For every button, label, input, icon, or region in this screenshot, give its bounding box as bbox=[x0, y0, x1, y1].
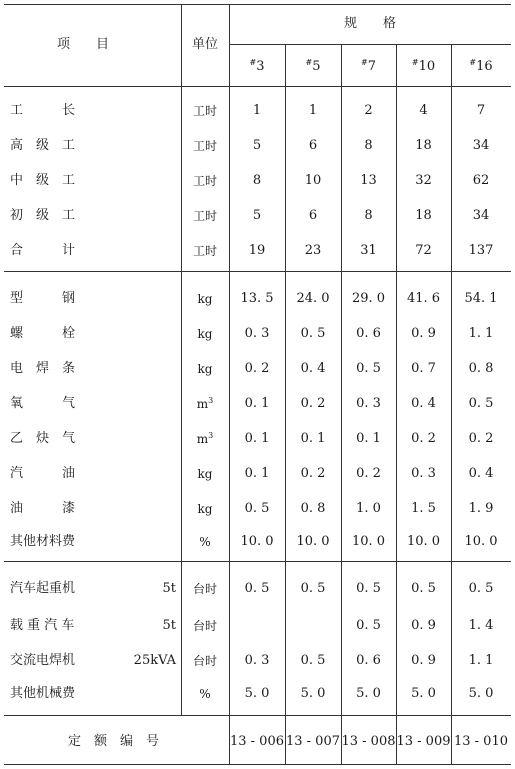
quota-code: 13 - 006 bbox=[229, 734, 284, 749]
labor-row-unit: 工时 bbox=[192, 174, 217, 188]
spec-mark: # bbox=[469, 58, 477, 67]
labor-row-value: 6 bbox=[308, 138, 318, 153]
materials-row-unit: % bbox=[199, 535, 211, 549]
labor-row-value: 72 bbox=[415, 243, 432, 258]
materials-row-unit: kg bbox=[197, 362, 213, 376]
labor-row-value: 8 bbox=[252, 173, 262, 188]
materials-row-value: 0. 1 bbox=[300, 431, 326, 446]
machinery-bottom-rule bbox=[4, 715, 511, 716]
header-spec: 规 格 bbox=[343, 16, 396, 31]
machinery-row-value: 0. 9 bbox=[411, 653, 436, 668]
labor-row-value: 5 bbox=[252, 138, 262, 153]
unit-base: m bbox=[196, 397, 209, 411]
materials-row-value: 29. 0 bbox=[351, 291, 386, 306]
materials-row-unit: kg bbox=[197, 292, 213, 306]
machinery-row-value: 0. 5 bbox=[411, 581, 436, 596]
materials-row-value: 0. 1 bbox=[244, 396, 270, 411]
labor-row-value: 10 bbox=[304, 173, 322, 188]
labor-row-value: 2 bbox=[364, 103, 373, 118]
header-bottom-rule bbox=[4, 86, 511, 87]
materials-row-name: 乙 炔 气 bbox=[10, 431, 76, 446]
materials-row-value: 0. 2 bbox=[468, 431, 494, 446]
spec-mark: # bbox=[305, 58, 313, 67]
machinery-row-value: 0. 5 bbox=[300, 581, 326, 596]
machinery-row-value: 5. 0 bbox=[244, 686, 270, 701]
materials-row-unit: kg bbox=[197, 467, 213, 481]
labor-row-value: 34 bbox=[472, 208, 490, 223]
materials-row-value: 0. 4 bbox=[300, 361, 326, 376]
machinery-row-value: 0. 5 bbox=[244, 581, 270, 596]
labor-row-value: 34 bbox=[472, 138, 490, 153]
labor-row-unit: 工时 bbox=[192, 209, 217, 223]
materials-row-unit bbox=[181, 431, 229, 447]
labor-row-value: 8 bbox=[364, 138, 373, 153]
unit-base: m bbox=[196, 432, 209, 446]
machinery-row-value: 5. 0 bbox=[300, 686, 326, 701]
materials-row-value: 0. 9 bbox=[411, 326, 436, 341]
labor-row-name: 合 计 bbox=[10, 243, 76, 258]
labor-row-value: 19 bbox=[248, 243, 266, 258]
machinery-row-value: 0. 9 bbox=[411, 618, 436, 633]
labor-row-value: 1 bbox=[308, 103, 318, 118]
materials-row-name: 电 焊 条 bbox=[10, 361, 76, 376]
spec-header-4 bbox=[451, 59, 511, 75]
labor-row-name: 工 长 bbox=[10, 103, 76, 118]
quota-code: 13 - 008 bbox=[341, 734, 396, 749]
materials-row-value: 10. 0 bbox=[240, 534, 274, 549]
labor-row-value: 18 bbox=[415, 208, 432, 223]
machinery-row-spec: 5t bbox=[162, 618, 176, 633]
materials-row-value: 0. 8 bbox=[300, 501, 326, 516]
machinery-row-value: 5. 0 bbox=[356, 686, 381, 701]
machinery-row-value: 0. 5 bbox=[356, 581, 381, 596]
spec-number: 7 bbox=[367, 59, 376, 74]
materials-row-value: 0. 5 bbox=[300, 326, 326, 341]
materials-row-name: 型 钢 bbox=[10, 291, 76, 306]
materials-row-value: 10. 0 bbox=[406, 534, 441, 549]
labor-row-name: 中 级 工 bbox=[10, 173, 76, 188]
labor-row-value: 137 bbox=[468, 243, 494, 258]
spec-mark: # bbox=[249, 58, 257, 67]
materials-row-value: 0. 1 bbox=[244, 466, 270, 481]
materials-row-unit: kg bbox=[197, 327, 213, 341]
labor-row-unit: 工时 bbox=[192, 104, 217, 118]
labor-row-value: 32 bbox=[415, 173, 432, 188]
materials-row-value: 0. 8 bbox=[468, 361, 494, 376]
materials-row-name: 汽 油 bbox=[10, 466, 76, 481]
machinery-row-value: 0. 6 bbox=[356, 653, 381, 668]
materials-bottom-rule bbox=[4, 561, 511, 562]
materials-row-value: 10. 0 bbox=[296, 534, 330, 549]
materials-row-value: 10. 0 bbox=[464, 534, 498, 549]
materials-row-value: 13. 5 bbox=[240, 291, 274, 306]
materials-row-value: 0. 3 bbox=[356, 396, 381, 411]
machinery-row-name: 汽车起重机 bbox=[10, 581, 76, 596]
materials-row-value: 0. 2 bbox=[300, 466, 326, 481]
machinery-row-value: 1. 1 bbox=[468, 653, 494, 668]
materials-row-unit: kg bbox=[197, 502, 213, 516]
materials-row-value: 0. 5 bbox=[244, 501, 270, 516]
labor-row-value: 6 bbox=[308, 208, 318, 223]
labor-row-unit: 工时 bbox=[192, 244, 217, 258]
materials-row-value: 0. 3 bbox=[411, 466, 436, 481]
machinery-row-value: 0. 5 bbox=[468, 581, 494, 596]
materials-row-value: 0. 1 bbox=[244, 431, 270, 446]
unit-exponent: 3 bbox=[208, 431, 214, 440]
machinery-row-value: 1. 4 bbox=[468, 618, 494, 633]
materials-row-value: 1. 9 bbox=[468, 501, 494, 516]
materials-row-value: 0. 2 bbox=[411, 431, 436, 446]
materials-row-name: 螺 栓 bbox=[10, 326, 76, 341]
machinery-row-name: 其他机械费 bbox=[10, 686, 76, 701]
labor-row-value: 7 bbox=[476, 103, 486, 118]
machinery-row-name: 交流电焊机 bbox=[10, 653, 76, 668]
footer-label: 定 额 编 号 bbox=[68, 734, 160, 749]
materials-row-value: 0. 3 bbox=[244, 326, 270, 341]
materials-row-name: 油 漆 bbox=[10, 501, 76, 516]
labor-row-value: 23 bbox=[304, 243, 322, 258]
labor-row-name: 高 级 工 bbox=[10, 138, 76, 153]
labor-row-unit: 工时 bbox=[192, 139, 217, 153]
quota-code: 13 - 009 bbox=[396, 734, 451, 749]
materials-row-value: 0. 4 bbox=[411, 396, 436, 411]
machinery-row-value: 0. 5 bbox=[356, 618, 381, 633]
materials-row-value: 0. 2 bbox=[356, 466, 381, 481]
header-unit: 单位 bbox=[191, 37, 218, 52]
labor-row-value: 4 bbox=[419, 103, 428, 118]
spec-header-2 bbox=[341, 59, 396, 75]
materials-row-name: 其他材料费 bbox=[10, 534, 76, 549]
spec-mark: # bbox=[361, 58, 368, 67]
quota-code: 13 - 010 bbox=[453, 734, 508, 749]
materials-row-value: 54. 1 bbox=[464, 291, 498, 306]
machinery-row-unit: 台时 bbox=[192, 619, 217, 633]
unit-exponent: 3 bbox=[208, 396, 214, 405]
machinery-row-spec: 25kVA bbox=[133, 653, 176, 668]
machinery-row-name: 载 重 汽 车 bbox=[10, 618, 75, 633]
machinery-row-value: 0. 5 bbox=[300, 653, 326, 668]
materials-row-value: 0. 7 bbox=[411, 361, 436, 376]
materials-row-value: 10. 0 bbox=[351, 534, 386, 549]
spec-number: 3 bbox=[256, 59, 265, 74]
labor-row-value: 8 bbox=[364, 208, 373, 223]
materials-row-value: 0. 2 bbox=[300, 396, 326, 411]
table-bottom-rule bbox=[4, 764, 511, 765]
materials-row-value: 0. 5 bbox=[356, 361, 381, 376]
spec-header-1 bbox=[285, 59, 341, 75]
labor-row-value: 13 bbox=[360, 173, 377, 188]
materials-row-unit bbox=[181, 396, 229, 412]
machinery-row-unit: % bbox=[199, 687, 211, 701]
labor-row-value: 31 bbox=[360, 243, 377, 258]
materials-row-value: 1. 5 bbox=[411, 501, 436, 516]
materials-row-value: 0. 2 bbox=[244, 361, 270, 376]
spec-mark: # bbox=[411, 58, 419, 67]
machinery-row-value: 5. 0 bbox=[468, 686, 494, 701]
labor-row-value: 5 bbox=[252, 208, 262, 223]
spec-number: 5 bbox=[312, 59, 321, 74]
machinery-row-unit: 台时 bbox=[192, 654, 217, 668]
labor-row-value: 18 bbox=[415, 138, 432, 153]
materials-row-value: 0. 5 bbox=[468, 396, 494, 411]
materials-row-value: 0. 6 bbox=[356, 326, 381, 341]
spec-number: 10 bbox=[418, 59, 436, 74]
labor-row-value: 62 bbox=[472, 173, 490, 188]
materials-row-name: 氧 气 bbox=[10, 396, 76, 411]
machinery-row-unit: 台时 bbox=[192, 582, 217, 596]
header-item: 项 目 bbox=[57, 37, 110, 52]
materials-row-value: 0. 4 bbox=[468, 466, 494, 481]
materials-row-value: 1. 0 bbox=[356, 501, 381, 516]
materials-row-value: 41. 6 bbox=[406, 291, 441, 306]
quota-code: 13 - 007 bbox=[285, 734, 340, 749]
table-top-rule bbox=[4, 4, 511, 5]
labor-row-value: 1 bbox=[252, 103, 262, 118]
machinery-row-spec: 5t bbox=[162, 581, 176, 596]
labor-row-name: 初 级 工 bbox=[10, 208, 76, 223]
labor-bottom-rule bbox=[4, 271, 511, 272]
spec-header-3 bbox=[396, 59, 451, 75]
spec-header-rule bbox=[229, 44, 511, 45]
materials-row-value: 1. 1 bbox=[468, 326, 494, 341]
machinery-row-value: 0. 3 bbox=[244, 653, 270, 668]
machinery-row-value: 5. 0 bbox=[411, 686, 436, 701]
spec-number: 16 bbox=[476, 59, 493, 74]
spec-header-0 bbox=[229, 59, 285, 75]
materials-row-value: 24. 0 bbox=[296, 291, 330, 306]
materials-row-value: 0. 1 bbox=[356, 431, 381, 446]
